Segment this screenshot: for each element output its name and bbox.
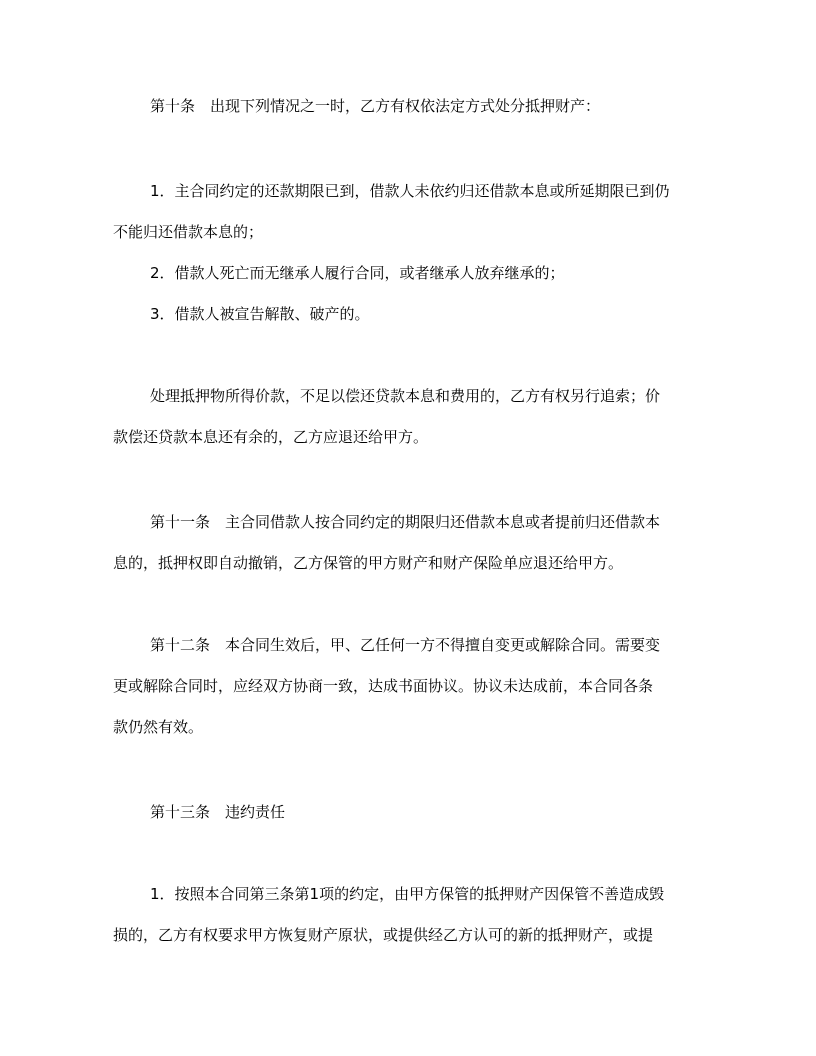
article-12-line-1: 第十二条 本合同生效后，甲、乙任何一方不得擅自变更或解除合同。需要变 [150, 636, 661, 654]
article-13-heading: 第十三条 违约责任 [150, 803, 286, 821]
article-10-item-1-line-1: 1．主合同约定的还款期限已到，借款人未依约归还借款本息或所延期限已到仍 [150, 182, 670, 200]
article-11-line-1: 第十一条 主合同借款人按合同约定的期限归还借款本息或者提前归还借款本 [150, 513, 661, 531]
disposal-paragraph-line-1: 处理抵押物所得价款，不足以偿还贷款本息和费用的，乙方有权另行追索；价 [150, 387, 661, 405]
disposal-paragraph-line-2: 款偿还贷款本息还有余的，乙方应退还给甲方。 [113, 428, 429, 446]
article-10-item-1-line-2: 不能归还借款本息的； [113, 223, 264, 241]
article-10-item-3: 3．借款人被宣告解散、破产的。 [150, 305, 370, 323]
article-12-line-3: 款仍然有效。 [113, 718, 204, 736]
article-10-item-2: 2．借款人死亡而无继承人履行合同，或者继承人放弃继承的； [150, 264, 565, 282]
article-13-item-1-line-1: 1．按照本合同第三条第1项的约定，由甲方保管的抵押财产因保管不善造成毁 [150, 885, 665, 903]
article-10-heading: 第十条 出现下列情况之一时，乙方有权依法定方式处分抵押财产： [150, 97, 601, 115]
article-13-item-1-line-2: 损的，乙方有权要求甲方恢复财产原状，或提供经乙方认可的新的抵押财产，或提 [113, 926, 654, 944]
article-12-line-2: 更或解除合同时，应经双方协商一致，达成书面协议。协议未达成前，本合同各条 [113, 677, 654, 695]
article-11-line-2: 息的，抵押权即自动撤销，乙方保管的甲方财产和财产保险单应退还给甲方。 [113, 554, 624, 572]
